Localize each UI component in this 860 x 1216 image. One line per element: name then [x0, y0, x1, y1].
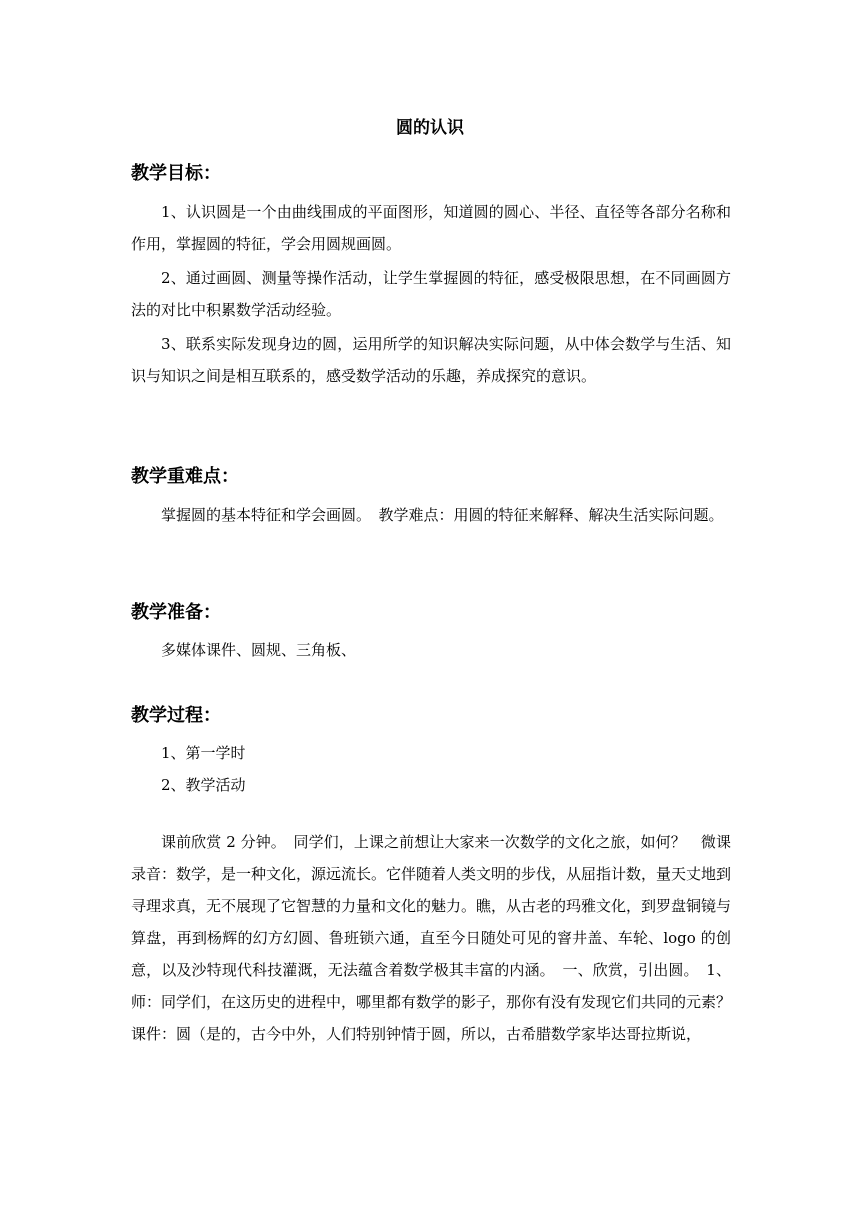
process-step-1: 1、第一学时 [161, 744, 246, 762]
document-title: 圆的认识 [396, 118, 464, 138]
key-points-text: 掌握圆的基本特征和学会画圆。 教学难点：用圆的特征来解释、解决生活实际问题。 [161, 506, 724, 524]
objective-item-3: 3、联系实际发现身边的圆，运用所学的知识解决实际问题，从中体会数学与生活、知识与知识之间是相互联系的，感受数学活动的乐趣，养成探究的意识。 [131, 335, 731, 385]
objectives-heading: 教学目标： [131, 163, 221, 184]
objective-item-2: 2、通过画圆、测量等操作活动，让学生掌握圆的特征，感受极限思想，在不同画圆方法的对比中积累数学活动经验。 [131, 269, 731, 319]
process-step-2: 2、教学活动 [161, 776, 246, 794]
process-heading: 教学过程： [131, 705, 221, 726]
process-body: 课前欣赏 2 分钟。 同学们，上课之前想让大家来一次数学的文化之旅，如何？ 微课录音：数学，是一种文化，源远流长。它伴随着人类文明的步伐，从屈指计数，量天丈地到寻理求真，无不展现了它智慧的力量和文化的魅力。瞧，从古老的玛雅文化，到罗盘铜镜与算盘，再到杨辉的幻方幻圆、鲁班锁六通，直至今日随处可见的窨井盖、车轮、logo 的创意，以及沙特现代科技灌溉，无法蕴含着数学极其丰富的内涵。 一、欣赏，引出圆。 1、师：同学们，在这历史的进程中，哪里都有数学的影子，那你有没有发现它们共同的元素？ 课件：圆（是的，古今中外，人们特别钟情于圆，所以，古希腊数学家毕达哥拉斯说， [131, 833, 747, 1043]
preparation-heading: 教学准备： [131, 602, 221, 623]
key-points-heading: 教学重难点： [131, 466, 239, 487]
objective-item-1: 1、认识圆是一个由曲线围成的平面图形，知道圆的圆心、半径、直径等各部分名称和作用，掌握圆的特征，学会用圆规画圆。 [131, 203, 731, 253]
preparation-text: 多媒体课件、圆规、三角板、 [161, 641, 357, 659]
